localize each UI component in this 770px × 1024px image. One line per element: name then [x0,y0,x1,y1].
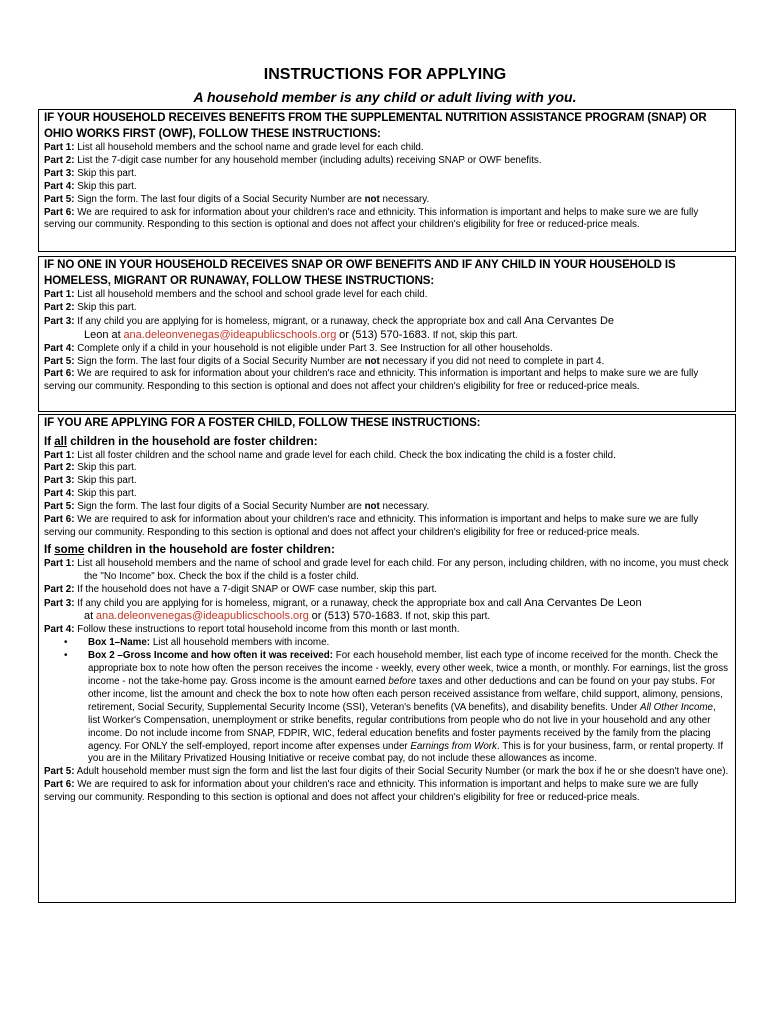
snap-owf-section [38,109,736,252]
part-5: Part 5: Sign the form. The last four digits of a Social Security Number are not necessary. [44,501,430,513]
part-5: Part 5: Adult household member must sign the form and list the last four digits of their Social Security Number (or mark the box if he or she doesn't have one). [44,766,729,778]
part-4: Part 4: Complete only if a child in your household is not eligible under Part 3. See Instruction for all other households. [44,342,553,354]
part-5: Part 5: Sign the form. The last four digits of a Social Security Number are not necessary if you did not need to complete in part 4. [44,355,605,367]
bullet-icon: • [64,650,68,662]
homeless-migrant-section [38,256,736,412]
part-6: Part 6: We are required to ask for information about your children's race and ethnicity. This information is important and helps to make sure we are fully serving our community. Responding to this section is optional and does not affect your children's eligibility for free or reduced-price meals. [44,368,699,393]
page-subtitle: A household member is any child or adult living with you. [193,89,577,105]
part-3: Part 3: If any child you are applying for is homeless, migrant, or a runaway, check the appropriate box and call Ana Cervantes De [44,314,615,327]
part-6: Part 6: We are required to ask for information about your children's race and ethnicity. This information is important and helps to make sure we are fully serving our community. Responding to this section is optional and does not affect your children's eligibility for free or reduced-price meals. [44,206,699,231]
page-title: INSTRUCTIONS FOR APPLYING [263,66,507,83]
contact-phone: (513) 570-1683. [324,610,403,623]
part-2: Part 2: Skip this part. [44,301,137,313]
part-6: Part 6: We are required to ask for information about your children's race and ethnicity. This information is important and helps to make sure we are fully serving our community. Responding to this section is optional and does not affect your children's eligibility for free or reduced-price meals. [44,779,699,804]
part-2: Part 2: List the 7-digit case number for any household member (including adults) receiving SNAP or OWF benefits. [44,154,542,166]
contact-phone: (513) 570-1683. [351,328,430,341]
bullet-icon: • [64,637,68,649]
part-1: Part 1: List all household members and the name of school and grade level for each child. For any person, including children, with no income, you must check the "No Income" box. Check the box if the child is a foster child. [44,557,729,582]
part-3: Part 3: Skip this part. [44,475,137,487]
part-1: Part 1: List all foster children and the school name and grade level for each child. Check the box indicating the child is a foster child. [44,449,616,461]
section-heading: IF YOU ARE APPLYING FOR A FOSTER CHILD, FOLLOW THESE INSTRUCTIONS: [44,417,481,429]
all-foster-heading: If all children in the household are foster children: [44,435,318,448]
part-1: Part 1: List all household members and the school and school grade level for each child. [44,289,428,300]
list-item: • Box 1–Name: List all household members with income. [64,637,330,649]
part-2: Part 2: Skip this part. [44,462,137,474]
contact-email-link[interactable]: ana.deleonvenegas@ideapublicschools.org [95,610,309,623]
some-foster-heading: If some children in the household are foster children: [44,543,335,556]
part-4: Part 4: Skip this part. [44,180,137,192]
part-3-contact: Leon at ana.deleonvenegas@ideapublicschools.org or (513) 570-1683. If not, skip this part. [84,328,518,341]
list-item: • Box 2 –Gross Income and how often it was received: For each household member, list each type of income received for the month. Check the appropriate box to note how often the person receives the income - weekly, every other week, twice a month, or monthly. For earnings, list the gross income - not the take-home pay. Gross income is the amount earned before taxes and other deductions and can be found on your pay stubs. For other income, list the amount and check the box to note how often each person received assistance from welfare, child support, alimony, pensions, retirement, Social Security, Supplemental Security Income (SSI), Veteran's benefits (VA benefits), and disability benefits. Under All Other Income, list Worker's Compensation, unemployment or strike benefits, regular contributions from people who do not live in your household and any other income. Do not include income from SNAP, FDPIR, WIC, federal education benefits and foster payments received by the family from the placing agency. For ONLY the self-employed, report income after expenses under Earnings from Work. This is for your business, farm, or rental property. If you are in the Military Privatized Housing Initiative or receive combat pay, do not include these allowances as income. [64,650,729,765]
part-4: Part 4: Follow these instructions to report total household income from this month or last month. [44,624,460,636]
section-heading: IF NO ONE IN YOUR HOUSEHOLD RECEIVES SNAP OR OWF BENEFITS AND IF ANY CHILD IN YOUR HOUSEHOLD IS HOMELESS, MIGRANT OR RUNAWAY, FOLLOW THESE INSTRUCTIONS: [44,259,676,287]
contact-email-link[interactable]: ana.deleonvenegas@ideapublicschools.org [123,328,337,341]
part-4: Part 4: Skip this part. [44,488,137,500]
part-6: Part 6: We are required to ask for information about your children's race and ethnicity. This information is important and helps to make sure we are fully serving our community. Responding to this section is optional and does not affect your children's eligibility for free or reduced-price meals. [44,514,699,538]
foster-child-section [38,414,736,903]
part-3: Part 3: Skip this part. [44,167,137,179]
section-heading: IF YOUR HOUSEHOLD RECEIVES BENEFITS FROM THE SUPPLEMENTAL NUTRITION ASSISTANCE PROGRAM (SNAP) OR OHIO WORKS FIRST (OWF), FOLLOW THESE INSTRUCTIONS: [44,112,707,140]
part-5: Part 5: Sign the form. The last four digits of a Social Security Number are not necessary. [44,193,430,205]
part-1: Part 1: List all household members and the school name and grade level for each child. [44,142,424,153]
part-2: Part 2: If the household does not have a 7-digit SNAP or OWF case number, skip this part. [44,583,438,595]
part-3: Part 3: If any child you are applying for is homeless, migrant, or a runaway, check the appropriate box and call Ana Cervantes De Leon at ana.deleonvenegas@ideapublicschools.org or (513) 570-1683. If not, skip this part. [44,596,642,623]
